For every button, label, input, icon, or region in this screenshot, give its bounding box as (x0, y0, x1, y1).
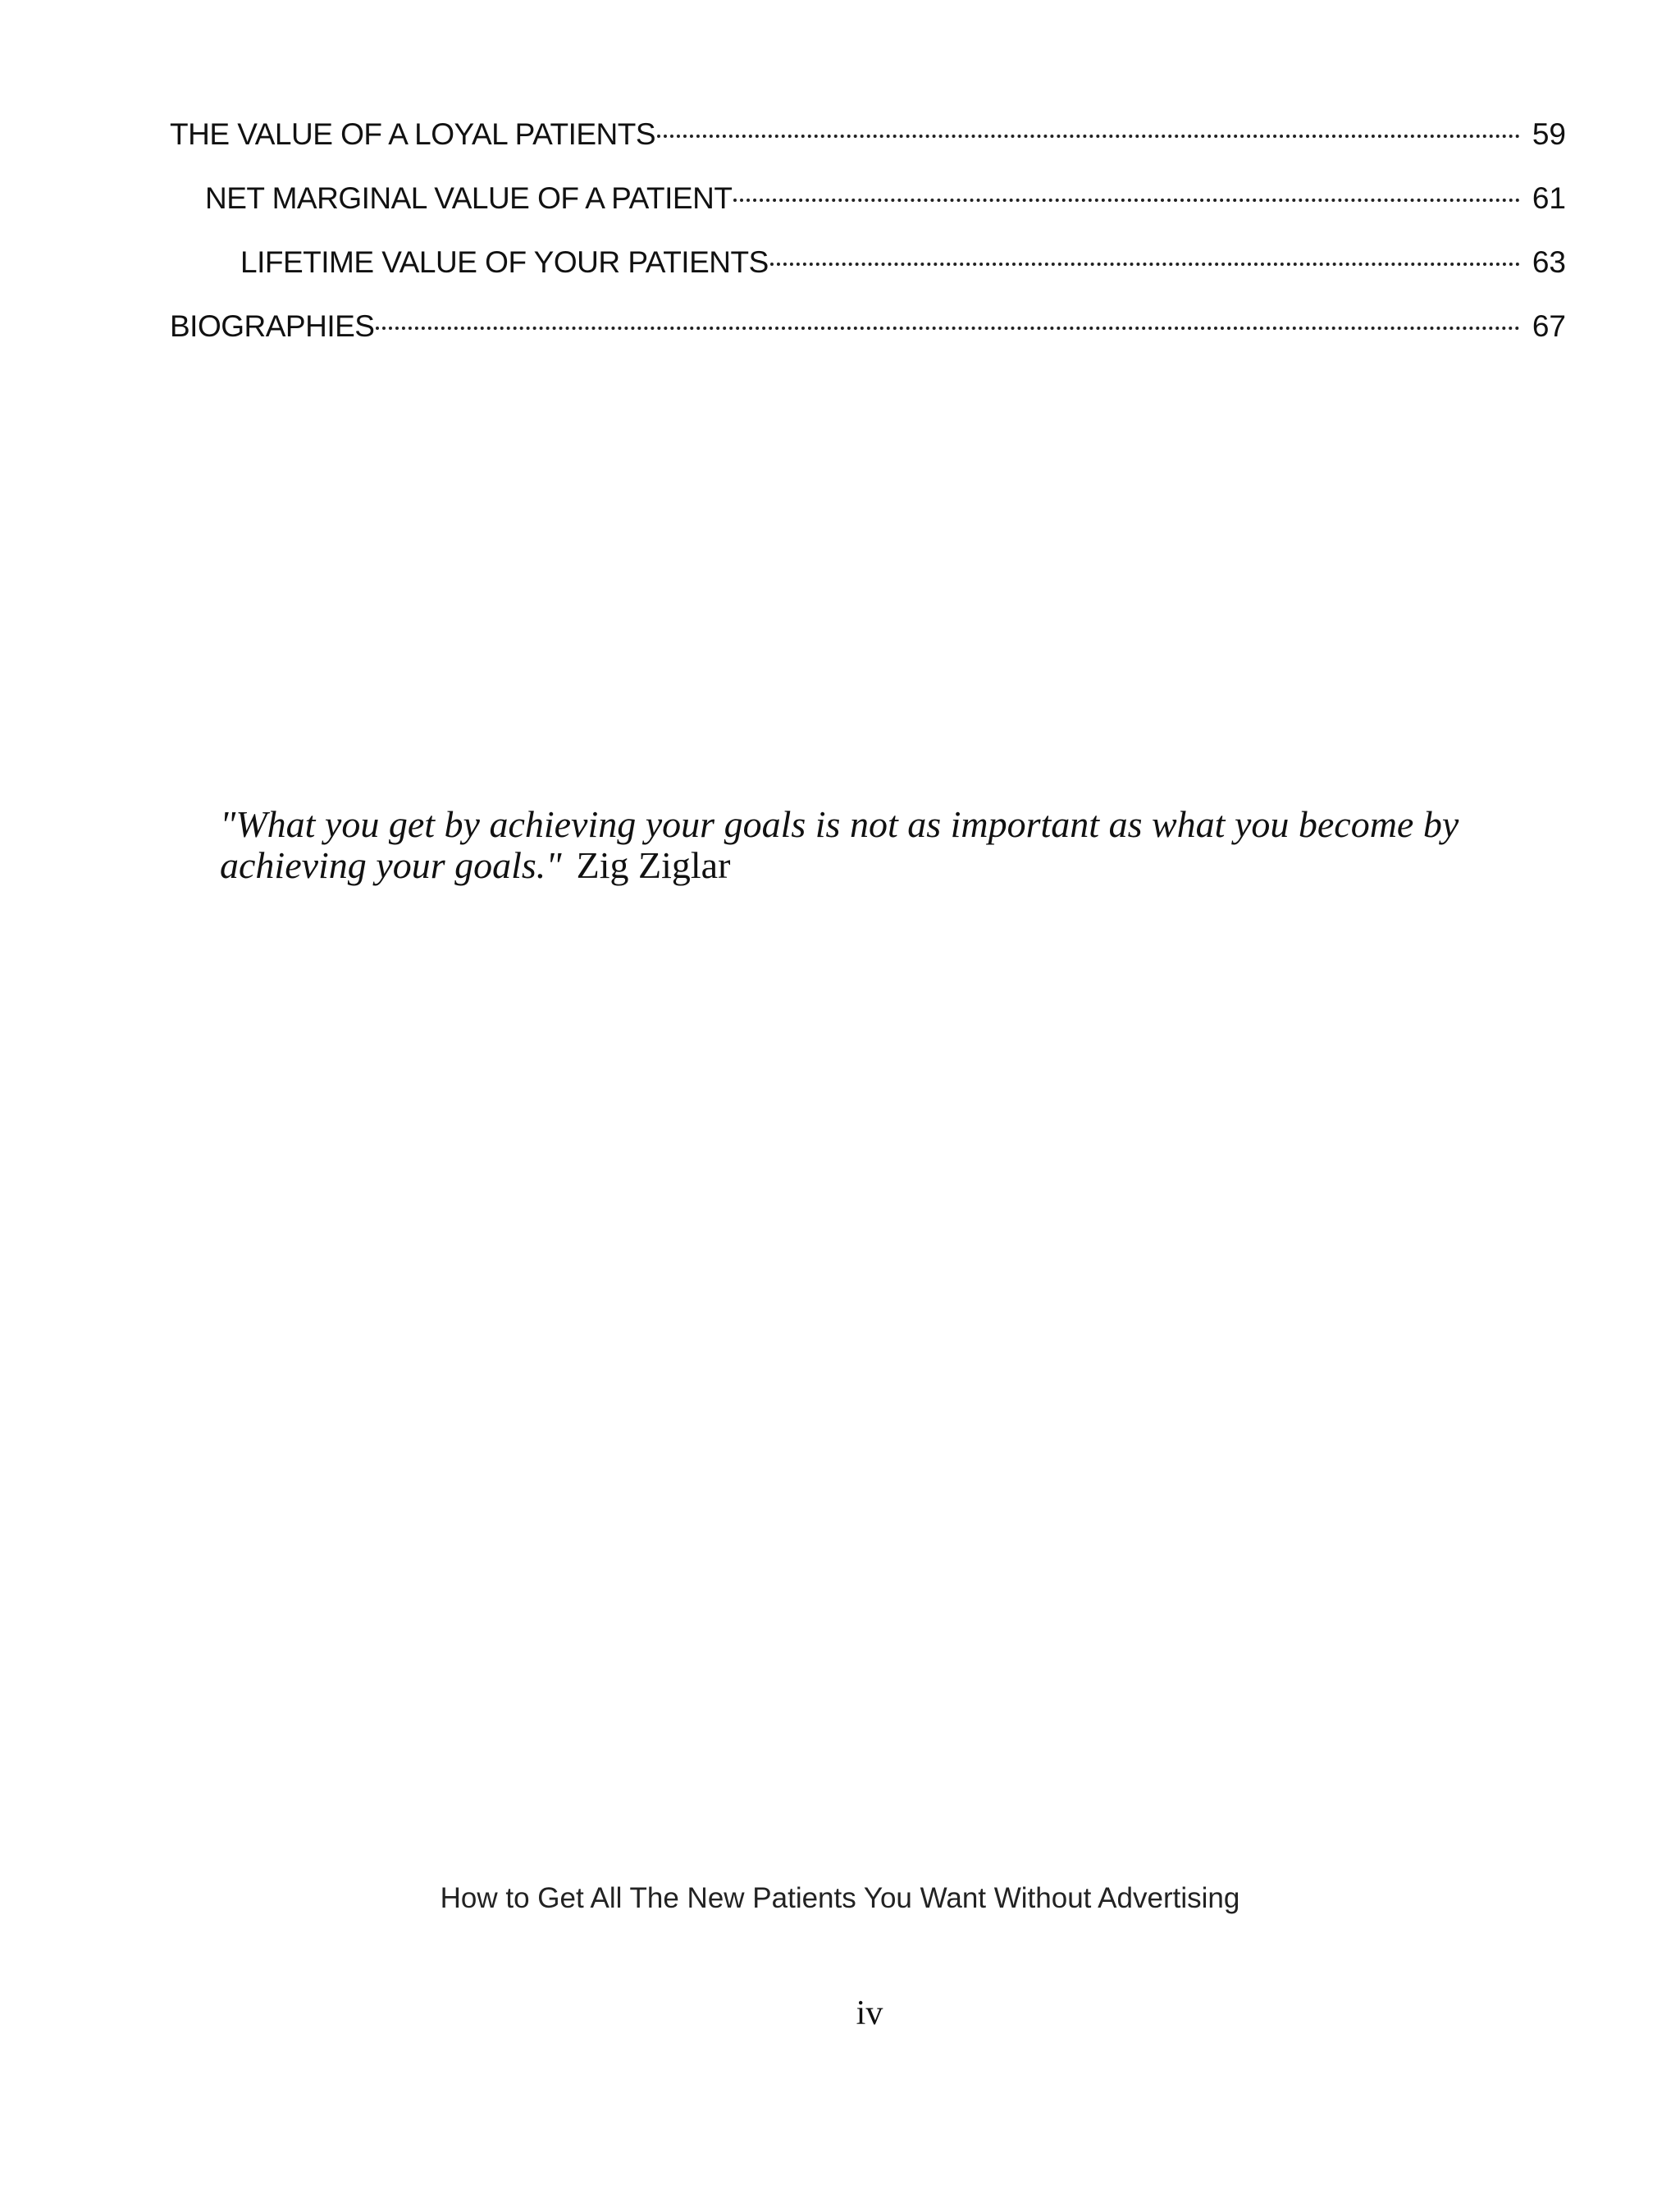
toc-entry-title: LIFETIME VALUE OF YOUR PATIENTS (240, 245, 769, 279)
toc-entry-page: 59 (1532, 117, 1566, 151)
epigraph-quote (220, 804, 1549, 886)
toc-entry[interactable] (170, 177, 1566, 241)
toc-entry-page: 63 (1532, 245, 1566, 279)
table-of-contents (170, 113, 1566, 369)
quote-text: "What you get by achieving your goals is not as important as what you become by achieving your goals." (220, 803, 1459, 886)
toc-entry[interactable] (170, 305, 1566, 369)
toc-entry-title: BIOGRAPHIES (170, 309, 375, 343)
toc-entry-page: 67 (1532, 309, 1566, 343)
toc-dot-leader (376, 327, 1520, 330)
toc-dot-leader (657, 135, 1520, 138)
toc-entry-page: 61 (1532, 181, 1566, 215)
quote-author: Zig Ziglar (576, 844, 731, 886)
toc-entry[interactable] (170, 241, 1566, 305)
toc-dot-leader (770, 263, 1520, 266)
page-number: iv (856, 1995, 883, 2032)
toc-entry-title: NET MARGINAL VALUE OF A PATIENT (205, 181, 733, 215)
footer-book-title: How to Get All The New Patients You Want Without Advertising (440, 1882, 1240, 1914)
toc-entry[interactable] (170, 113, 1566, 177)
toc-dot-leader (733, 199, 1520, 202)
toc-entry-title: THE VALUE OF A LOYAL PATIENTS (170, 117, 656, 151)
